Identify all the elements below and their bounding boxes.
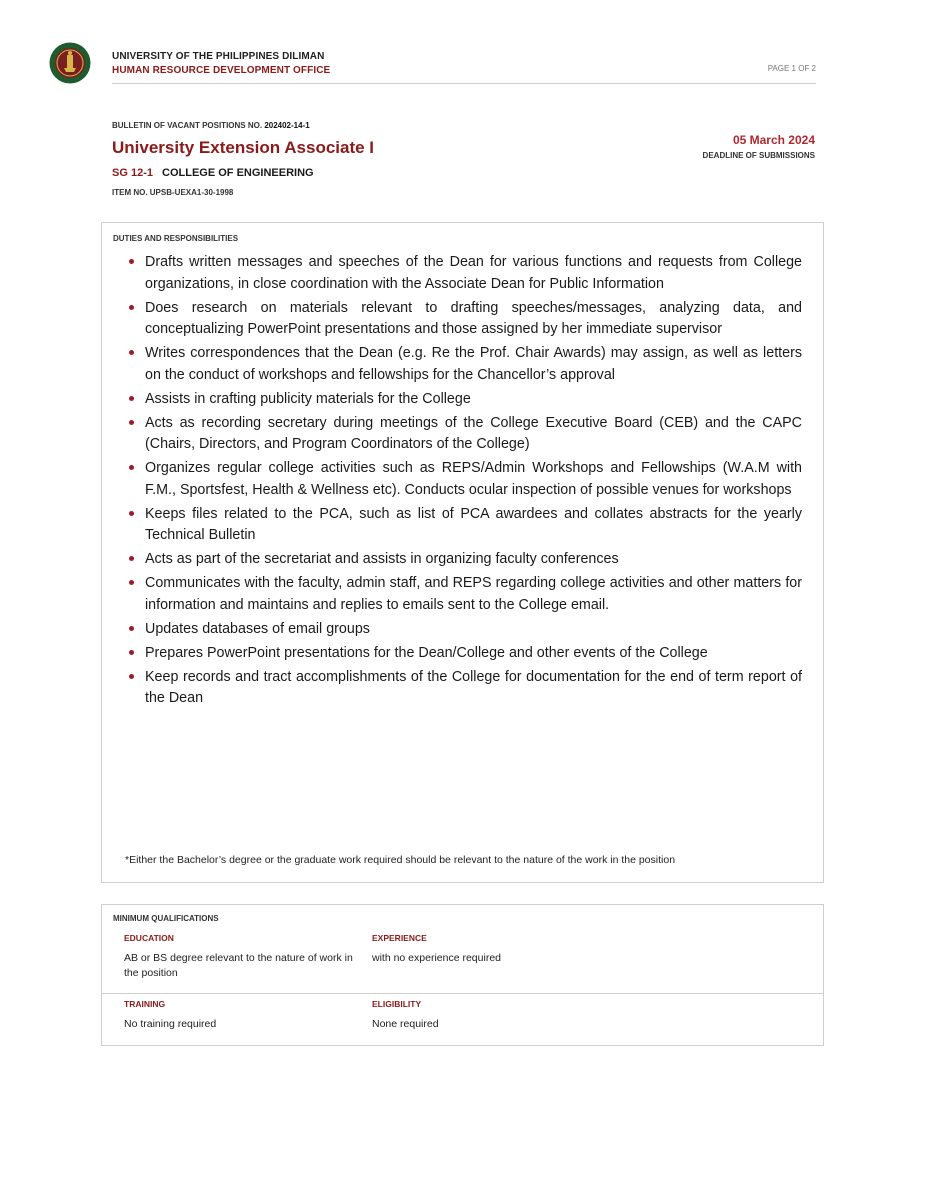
- college-name: COLLEGE OF ENGINEERING: [162, 167, 314, 179]
- bullet-icon: [129, 465, 134, 470]
- eligibility-value: None required: [372, 1018, 439, 1030]
- office-name: HUMAN RESOURCE DEVELOPMENT OFFICE: [112, 65, 331, 76]
- deadline-date: 05 March 2024: [732, 133, 815, 147]
- bullet-icon: [129, 511, 134, 516]
- position-title: University Extension Associate I: [112, 138, 375, 157]
- bulletin-line: [112, 121, 310, 130]
- training-block: [124, 999, 354, 1032]
- duty-item: Keeps files related to the PCA, such as list of PCA awardees and collates abstracts for the yearly Technical Bulletin: [145, 504, 802, 547]
- bullet-icon: [129, 626, 134, 631]
- duty-item: Acts as part of the secretariat and assists in organizing faculty conferences: [145, 549, 802, 571]
- bullet-icon: [129, 396, 134, 401]
- university-name: UNIVERSITY OF THE PHILIPPINES DILIMAN: [112, 51, 325, 62]
- bullet-icon: [129, 305, 134, 310]
- organization-header: [112, 50, 330, 78]
- bullet-icon: [129, 674, 134, 679]
- page-number: PAGE 1 OF 2: [767, 64, 816, 73]
- bullet-icon: [129, 556, 134, 561]
- duty-item: Drafts written messages and speeches of the Dean for various functions and requests from College organizations, in close coordination with the Associate Dean for Public Information: [145, 252, 802, 295]
- deadline-label: DEADLINE OF SUBMISSIONS: [702, 151, 815, 160]
- duty-item: Organizes regular college activities such as REPS/Admin Workshops and Fellowships (W.A.M with F.M., Sportsfest, Health & Wellness etc). Conducts ocular inspection of possible venues for workshops: [145, 458, 802, 501]
- bulletin-label: BULLETIN OF VACANT POSITIONS NO.: [112, 121, 263, 130]
- qualifications-heading: MINIMUM QUALIFICATIONS: [113, 914, 219, 923]
- education-value: AB or BS degree relevant to the nature of work in the position: [124, 952, 353, 979]
- education-label: EDUCATION: [124, 933, 174, 943]
- experience-label: EXPERIENCE: [372, 933, 427, 943]
- bulletin-number: 202402-14-1: [264, 121, 310, 130]
- item-number: ITEM NO. UPSB-UEXA1-30-1998: [112, 188, 234, 197]
- duty-item: Keep records and tract accomplishments of the College for documentation for the end of term report of the Dean: [145, 667, 802, 710]
- salary-grade-line: [112, 167, 314, 179]
- eligibility-block: [372, 999, 672, 1032]
- bullet-icon: [129, 650, 134, 655]
- duty-item: Communicates with the faculty, admin staff, and REPS regarding college activities and other matters for information and maintains and replies to emails sent to the College email.: [145, 573, 802, 616]
- bullet-icon: [129, 350, 134, 355]
- duty-item: Updates databases of email groups: [145, 619, 802, 641]
- education-block: [124, 933, 354, 981]
- experience-block: [372, 933, 672, 966]
- training-label: TRAINING: [124, 999, 166, 1009]
- duty-item: Does research on materials relevant to drafting speeches/messages, analyzing data, and conceptualizing PowerPoint presentations and those assigned by her immediate supervisor: [145, 298, 802, 341]
- qualifications-row: [102, 999, 823, 1045]
- experience-value: with no experience required: [372, 952, 501, 964]
- duty-item: Acts as recording secretary during meetings of the College Executive Board (CEB) and the CAPC (Chairs, Directors, and Program Coordinators of the College): [145, 413, 802, 456]
- duty-item: Prepares PowerPoint presentations for the Dean/College and other events of the College: [145, 643, 802, 665]
- salary-grade: SG 12-1: [112, 167, 153, 179]
- header-divider: [112, 83, 816, 84]
- eligibility-label: ELIGIBILITY: [372, 999, 422, 1009]
- qualifications-row: [102, 933, 823, 994]
- up-seal-logo: [49, 42, 91, 84]
- duties-footnote: *Either the Bachelor’s degree or the graduate work required should be relevant to the nature of the work in the position: [125, 854, 676, 866]
- duties-list: [145, 252, 802, 712]
- duties-heading: DUTIES AND RESPONSIBILITIES: [113, 234, 239, 243]
- qualifications-section: [101, 904, 824, 1046]
- bullet-icon: [129, 259, 134, 264]
- duty-item: Writes correspondences that the Dean (e.g. Re the Prof. Chair Awards) may assign, as well as letters on the conduct of workshops and fellowships for the Chancellor’s approval: [145, 343, 802, 386]
- bullet-icon: [129, 420, 134, 425]
- bullet-icon: [129, 580, 134, 585]
- duty-item: Assists in crafting publicity materials for the College: [145, 389, 802, 411]
- duties-section: [101, 222, 824, 883]
- training-value: No training required: [124, 1018, 217, 1030]
